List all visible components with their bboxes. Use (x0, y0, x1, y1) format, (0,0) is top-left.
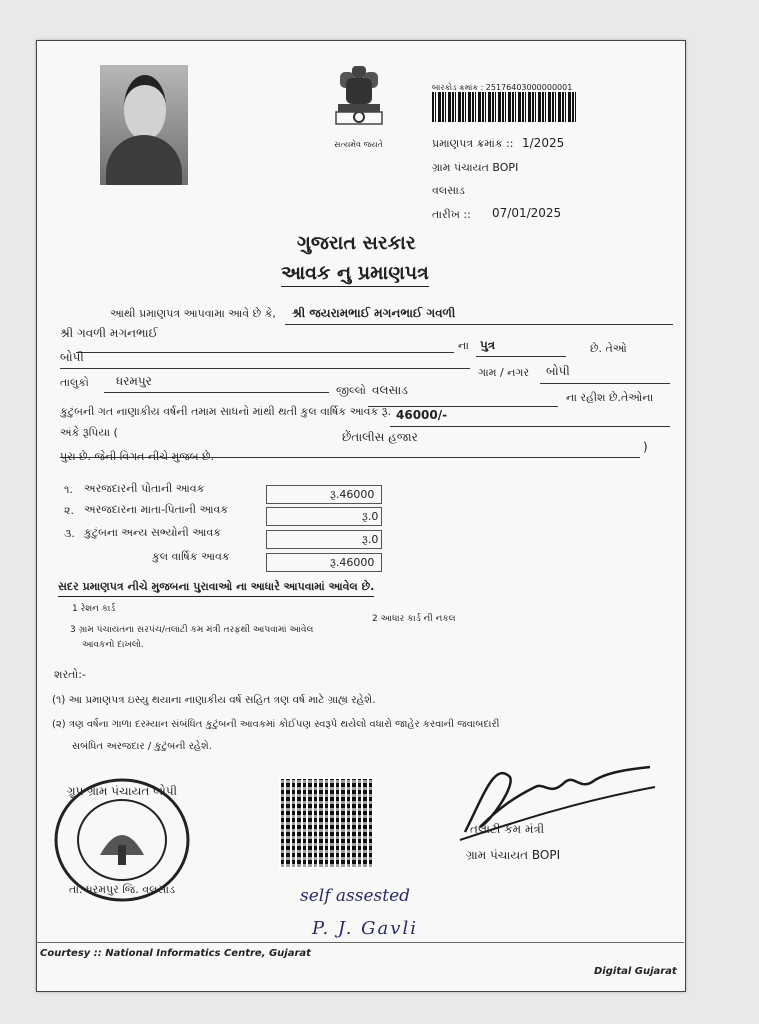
income-row-label: અરજદારના માતા-પિતાની આવક (84, 503, 229, 516)
evidence-item-2: 2 આધાર કાર્ડ ની નકલ (372, 614, 456, 624)
certificate-title: આવક નુ પ્રમાણપત્ર (281, 262, 429, 287)
government-title: ગુજરાત સરકાર (297, 232, 416, 254)
income-row-value: રૂ.0 (362, 533, 379, 546)
barcode (432, 92, 576, 122)
national-emblem-icon (324, 62, 394, 146)
jillo: વલસાડ (372, 383, 408, 397)
income-row-num: ૩. (64, 527, 75, 540)
footer-courtesy: Courtesy :: National Informatics Centre, Gujarat (40, 948, 311, 959)
certificate-no-label: પ્રમાણપત્ર ક્રમાંક :: (432, 137, 514, 150)
condition-1: (૧) આ પ્રમાણપત્ર ઇસ્યુ થયાના નાણાકીય વર્ષ સહિત ત્રણ વર્ષ માટે ગ્રાહ્ય રહેશે. (52, 694, 376, 706)
income-row-label: કુટુંબના અન્ય સભ્યોની આવક (84, 526, 221, 539)
evidence-heading: સદર પ્રમાણપત્ર નીચે મુજબના પુરાવાઓ ના આધારે આપવામાં આવેલ છે. (58, 580, 374, 597)
father-name: શ્રી ગવળી મગનભાઈ (60, 326, 158, 340)
na-label: ના (458, 339, 469, 352)
income-row-value: રૂ.0 (362, 510, 379, 523)
applicant-photo (100, 65, 188, 185)
applicant-name: શ્રી જયરામભાઈ મગનભાઈ ગવળી (292, 306, 456, 320)
conditions-heading: શરતો:- (54, 668, 86, 681)
emblem-caption: સત્યમેવ જયતે (334, 140, 383, 149)
signatory-title: તલાટી કમ મંત્રી (470, 822, 545, 836)
footer-digital-gujarat: Digital Gujarat (594, 966, 677, 977)
signatory-office: ગ્રામ પંચાયત BOPI (466, 848, 561, 862)
svg-text:ગ્રૂપ ગ્રામ પંચાયત બોપી: ગ્રૂપ ગ્રામ પંચાયત બોપી (66, 784, 178, 798)
date-label: તારીખ :: (432, 208, 471, 221)
evidence-item-3-cont: આવકનો દાખલો. (82, 640, 144, 650)
village-left: બોપી (60, 350, 84, 364)
certificate-date: 07/01/2025 (492, 206, 562, 220)
qr-code (279, 777, 375, 869)
certificate-no: 1/2025 (522, 136, 565, 150)
resident-text: ના રહીશ છે.તેઓના (566, 391, 654, 404)
handwritten-self-attested: self assested (300, 886, 411, 906)
taluka-label: તાલુકો (60, 376, 89, 389)
details-text: પુરા છે. જેની વિગત નીચે મુજબ છે. (60, 450, 215, 463)
income-text: કુટુંબની ગત નાણાકીય વર્ષની તમામ સાધનો માંથી થતી કુલ વાર્ષિક આવક રૂ. (60, 405, 392, 418)
jillo-label: જીલ્લો (336, 384, 366, 397)
close-paren: ) (643, 440, 648, 454)
income-amount: 46000/- (396, 408, 448, 422)
handwritten-name: P. J. Gavli (312, 918, 418, 939)
evidence-item-1: 1 રેશન કાર્ડ (72, 604, 116, 614)
header-district: વલસાડ (432, 184, 465, 197)
village-right: બોપી (546, 364, 570, 378)
intro-text: આથી પ્રમાણપત્ર આપવામા આવે છે કે, (110, 307, 276, 320)
svg-text:તા. ધરમપુર જિ. વલસાડ: તા. ધરમપુર જિ. વલસાડ (68, 883, 176, 896)
gam-nagar-label: ગામ / નગર (478, 366, 530, 379)
relation: પુત્ર (480, 338, 496, 352)
words-label: અંકે રૂપિયા ( (60, 426, 118, 439)
income-row-num: ૧. (64, 483, 73, 496)
barcode-label: બારકોડ ક્રમાંક : 25176403000000001 (432, 83, 573, 92)
income-row-num: ૨. (64, 504, 74, 517)
income-row-label: અરજદારની પોતાની આવક (84, 482, 205, 495)
condition-2: (૨) ત્રણ વર્ષના ગાળા દરમ્યાન સંબંધિત કુટુંબની આવકમાં કોઈપણ સ્વરૂપે થયેલો વધારો જાહેર કરવાની જવાબદારી (52, 719, 500, 730)
words-amount: છેંતાલીસ હજાર (342, 430, 418, 444)
panchayat-seal-icon (52, 775, 192, 905)
income-total-value: રૂ.46000 (330, 556, 375, 569)
condition-2-cont: સબંધિત અરજદાર / કુટુંબની રહેશે. (72, 741, 212, 752)
evidence-item-3: 3 ગ્રામ પંચાયતના સરપંચ/તલાટી કમ મંત્રી તરફથી આપવામાં આવેલ (70, 625, 314, 635)
header-gram-panchayat: ગ્રામ પંચાયત BOPI (432, 161, 519, 174)
income-row-value: રૂ.46000 (330, 488, 375, 501)
taluka: ધરમપુર (116, 374, 152, 388)
chhe-tenao: છે. તેઓ (590, 342, 627, 355)
income-total-label: કુલ વાર્ષિક આવક (152, 550, 230, 563)
